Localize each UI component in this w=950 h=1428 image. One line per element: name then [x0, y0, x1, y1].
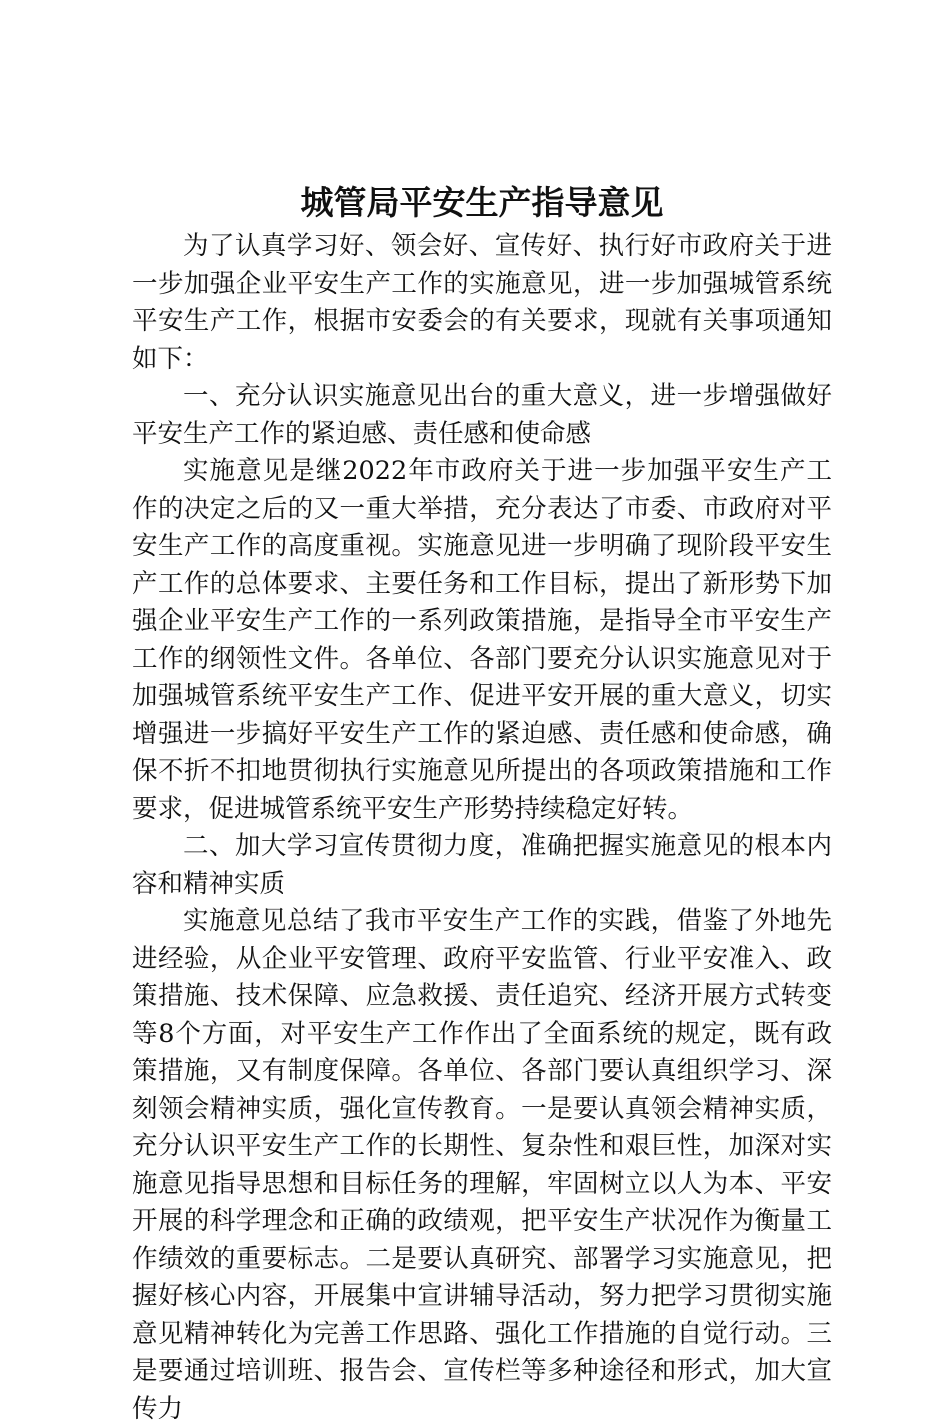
section-body-2: 实施意见总结了我市平安生产工作的实践，借鉴了外地先进经验，从企业平安管理、政府平安监管、行业平安准入、政策措施、技术保障、应急救援、责任追究、经济开展方式转变等8个方面，对平安生产工作作出了全面系统的规定，既有政策措施，又有制度保障。各单位、各部门要认真组织学习、深刻领会精神实质，强化宣传教育。一是要认真领会精神实质，充分认识平安生产工作的长期性、复杂性和艰巨性，加深对实施意见指导思想和目标任务的理解，牢固树立以人为本、平安开展的科学理念和正确的政绩观，把平安生产状况作为衡量工作绩效的重要标志。二是要认真研究、部署学习实施意见，把握好核心内容，开展集中宣讲辅导活动，努力把学习贯彻实施意见精神转化为完善工作思路、强化工作措施的自觉行动。三是要通过培训班、报告会、宣传栏等多种途径和形式，加大宣传力: [132, 906, 832, 1424]
section-body-1: 实施意见是继2022年市政府关于进一步加强平安生产工作的决定之后的又一重大举措，充分表达了市委、市政府对平安生产工作的高度重视。实施意见进一步明确了现阶段平安生产工作的总体要求、主要任务和工作目标，提出了新形势下加强企业平安生产工作的一系列政策措施，是指导全市平安生产工作的纲领性文件。各单位、各部门要充分认识实施意见对于加强城管系统平安生产工作、促进平安开展的重大意义，切实增强进一步搞好平安生产工作的紧迫感、责任感和使命感，确保不折不扣地贯彻执行实施意见所提出的各项政策措施和工作要求，促进城管系统平安生产形势持续稳定好转。: [132, 456, 832, 824]
section-heading-1: 一、充分认识实施意见出台的重大意义，进一步增强做好平安生产工作的紧迫感、责任感和使命感: [132, 381, 832, 449]
section-heading-2: 二、加大学习宣传贯彻力度，准确把握实施意见的根本内容和精神实质: [132, 831, 832, 899]
document-title: 城管局平安生产指导意见: [300, 183, 664, 222]
intro-paragraph: 为了认真学习好、领会好、宣传好、执行好市政府关于进一步加强企业平安生产工作的实施意见，进一步加强城管系统平安生产工作，根据市安委会的有关要求，现就有关事项通知如下：: [132, 231, 832, 374]
document-page: [132, 178, 832, 1428]
